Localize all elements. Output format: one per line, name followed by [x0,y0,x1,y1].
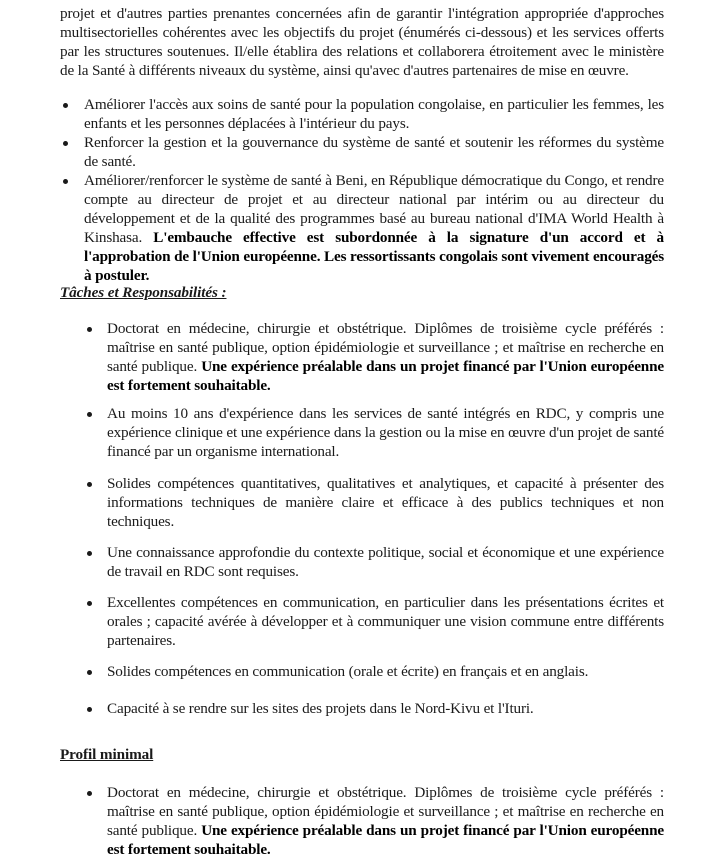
bullet-icon [87,670,92,675]
intro-paragraph: projet et d'autres parties prenantes concernées afin de garantir l'intégration appropriée d'approches multisectorielles cohérentes avec les objectifs du projet (énumérés ci-dessous) et les services offerts par les structures soutenues. Il/elle établira des relations et collaborera étroitement avec le ministère de la Santé à différents niveaux du système, ainsi qu'avec d'autres partenaires de mise en œuvre. [60,5,664,79]
bullet-icon [63,141,68,146]
task-item: Une connaissance approfondie du contexte politique, social et économique et une expérience de travail en RDC sont requises. [107,544,664,580]
objective-item: Renforcer la gestion et la gouvernance du système de santé et soutenir les réformes du système de santé. [84,134,664,170]
bullet-icon [87,551,92,556]
bullet-icon [87,327,92,332]
task-item: Solides compétences quantitatives, qualitatives et analytiques, et capacité à présenter des informations techniques de manière claire et efficace à des publics techniques et non techniques. [107,475,664,530]
task-item: Solides compétences en communication (orale et écrite) en français et en anglais. [107,663,589,680]
bullet-icon [87,707,92,712]
objective-item: Améliorer/renforcer le système de santé à Beni, en République démocratique du Congo, et rendre compte au directeur de projet et au directeur national par intérim ou au directeur du développement et de la qualité des programmes basé au bureau national d'IMA World Health à Kinshasa. L'embauche effective est subordonnée à la signature d'un accord et à l'approbation de l'Union européenne. Les ressortissants congolais sont vivement encouragés à postuler. [84,172,664,284]
section-heading-tasks: Tâches et Responsabilités : [60,284,227,301]
task-item: Capacité à se rendre sur les sites des projets dans le Nord-Kivu et l'Ituri. [107,700,534,717]
bullet-icon [87,412,92,417]
bullet-icon [87,791,92,796]
task-item: Au moins 10 ans d'expérience dans les services de santé intégrés en RDC, y compris une expérience clinique et une expérience dans la gestion ou la mise en œuvre d'un projet de santé financé par un organisme international. [107,405,664,460]
section-heading-profile: Profil minimal [60,746,154,763]
objective-item: Améliorer l'accès aux soins de santé pour la population congolaise, en particulier les femmes, les enfants et les personnes déplacées à l'intérieur du pays. [84,96,664,132]
bullet-icon [63,103,68,108]
bullet-icon [63,179,68,184]
profile-item: Doctorat en médecine, chirurgie et obstétrique. Diplômes de troisième cycle préférés : maîtrise en santé publique, option épidémiologie et surveillance ; et maîtrise en recherche en santé publique. Une expérience préalable dans un projet financé par l'Union européenne est fortement souhaitable. [107,784,664,858]
task-item: Excellentes compétences en communication, en particulier dans les présentations écrites et orales ; capacité avérée à développer et à communiquer une vision commune entre différents partenaires. [107,594,664,649]
bullet-icon [87,601,92,606]
bullet-icon [87,482,92,487]
task-item: Doctorat en médecine, chirurgie et obstétrique. Diplômes de troisième cycle préférés : maîtrise en santé publique, option épidémiologie et surveillance ; et maîtrise en recherche en santé publique. Une expérience préalable dans un projet financé par l'Union européenne est fortement souhaitable. [107,320,664,394]
